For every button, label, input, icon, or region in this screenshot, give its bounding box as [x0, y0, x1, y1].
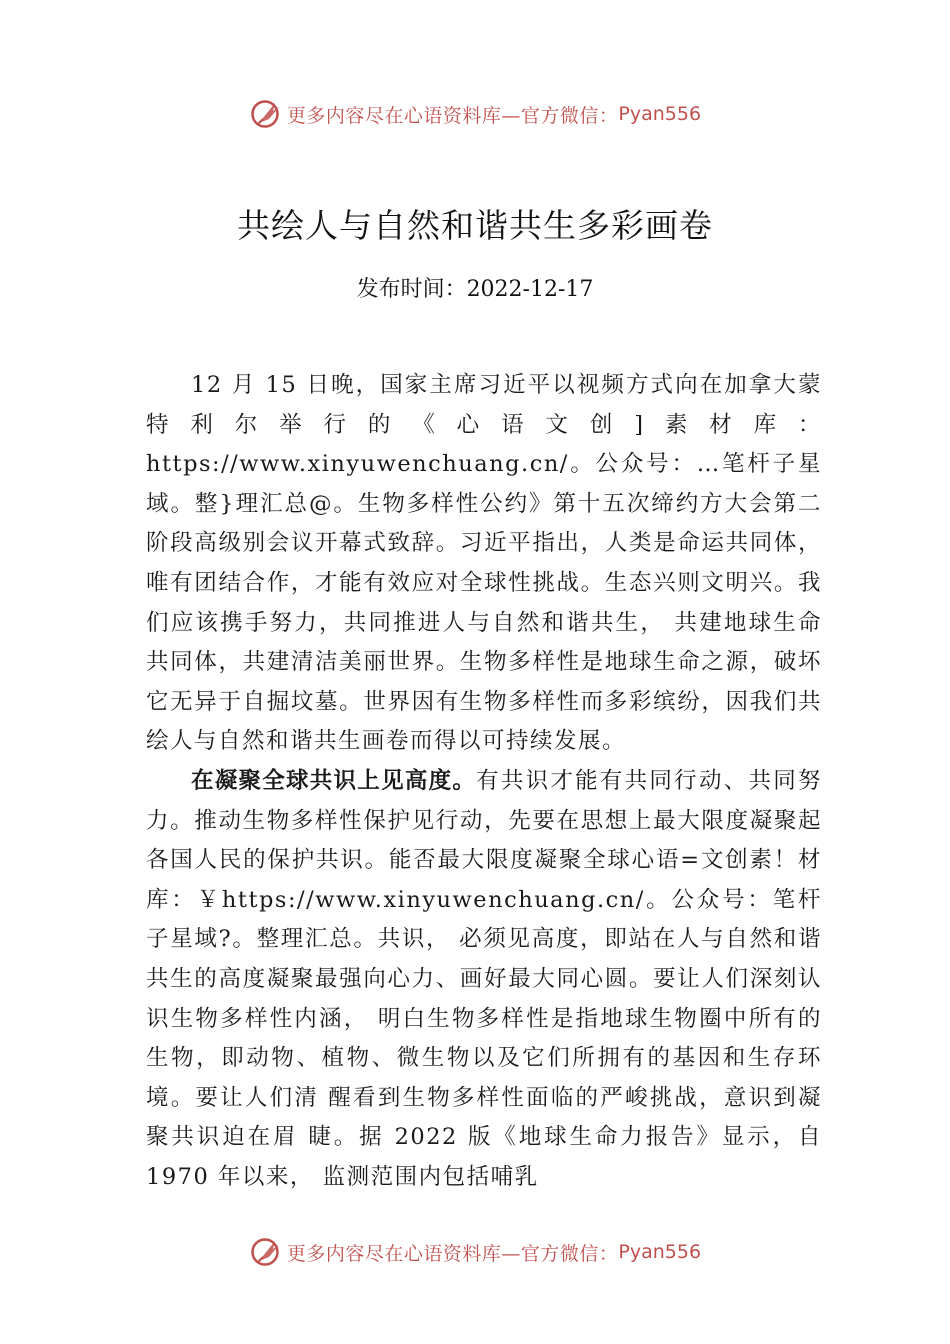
paragraph-2-text: 有共识才能有共同行动、共同努力。推动生物多样性保护见行动，先要在思想上最大限度凝聚起各国人民的保护共识。能否最大限度凝聚全球心语=文创素！材库：￥https://www.xinyuwenchuang.cn/。公众号：笔杆子星域?。整理汇总。共识， 必须见高度，即站在人与自然和谐共生的高度凝聚最强向心力、画好最大同心圆。要让人们深刻认识生物多样性内涵， 明白生物多样性是指地球生物圈中所有的生物，即动物、植物、微生物以及它们所拥有的基因和生存环境。要让人们清 醒看到生物多样性面临的严峻挑战，意识到凝聚共识迫在眉 睫。据 2022 版《地球生命力报告》显示，自 1970 年以来， 监测范围内包括哺乳: [146, 767, 822, 1190]
document-title: 共绘人与自然和谐共生多彩画卷: [237, 206, 713, 245]
publish-date: 发布时间：2022-12-17: [356, 277, 594, 302]
header-banner-wechat: Pyan556: [618, 103, 702, 125]
footer-banner: [0, 1232, 950, 1272]
paragraph-2-lead: 在凝聚全球共识上见高度。: [191, 767, 477, 794]
footer-banner-wechat: Pyan556: [618, 1241, 702, 1263]
paragraph-2: [146, 762, 822, 1198]
quill-logo-icon: [249, 1235, 283, 1269]
footer-banner-text: 更多内容尽在心语资料库—官方微信：: [286, 1242, 619, 1265]
header-banner-text: 更多内容尽在心语资料库—官方微信：: [286, 104, 619, 127]
header-banner: [0, 94, 950, 134]
quill-logo-icon: [249, 97, 283, 131]
paragraph-1: 12 月 15 日晚，国家主席习近平以视频方式向在加拿大蒙特利尔举行的《心语文创]素材库：https://www.xinyuwenchuang.cn/。公众号：…笔杆子星域。整}理汇总@。生物多样性公约》第十五次缔约方大会第二阶段高级别会议开幕式致辞。习近平指出，人类是命运共同体，唯有团结合作，才能有效应对全球性挑战。生态兴则文明兴。我们应该携手努力，共同推进人与自然和谐共生， 共建地球生命共同体，共建清洁美丽世界。生物多样性是地球生命之源，破坏它无异于自掘坟墓。世界因有生物多样性而多彩缤纷，因我们共绘人与自然和谐共生画卷而得以可持续发展。: [146, 372, 822, 755]
document-body: [146, 366, 822, 1197]
